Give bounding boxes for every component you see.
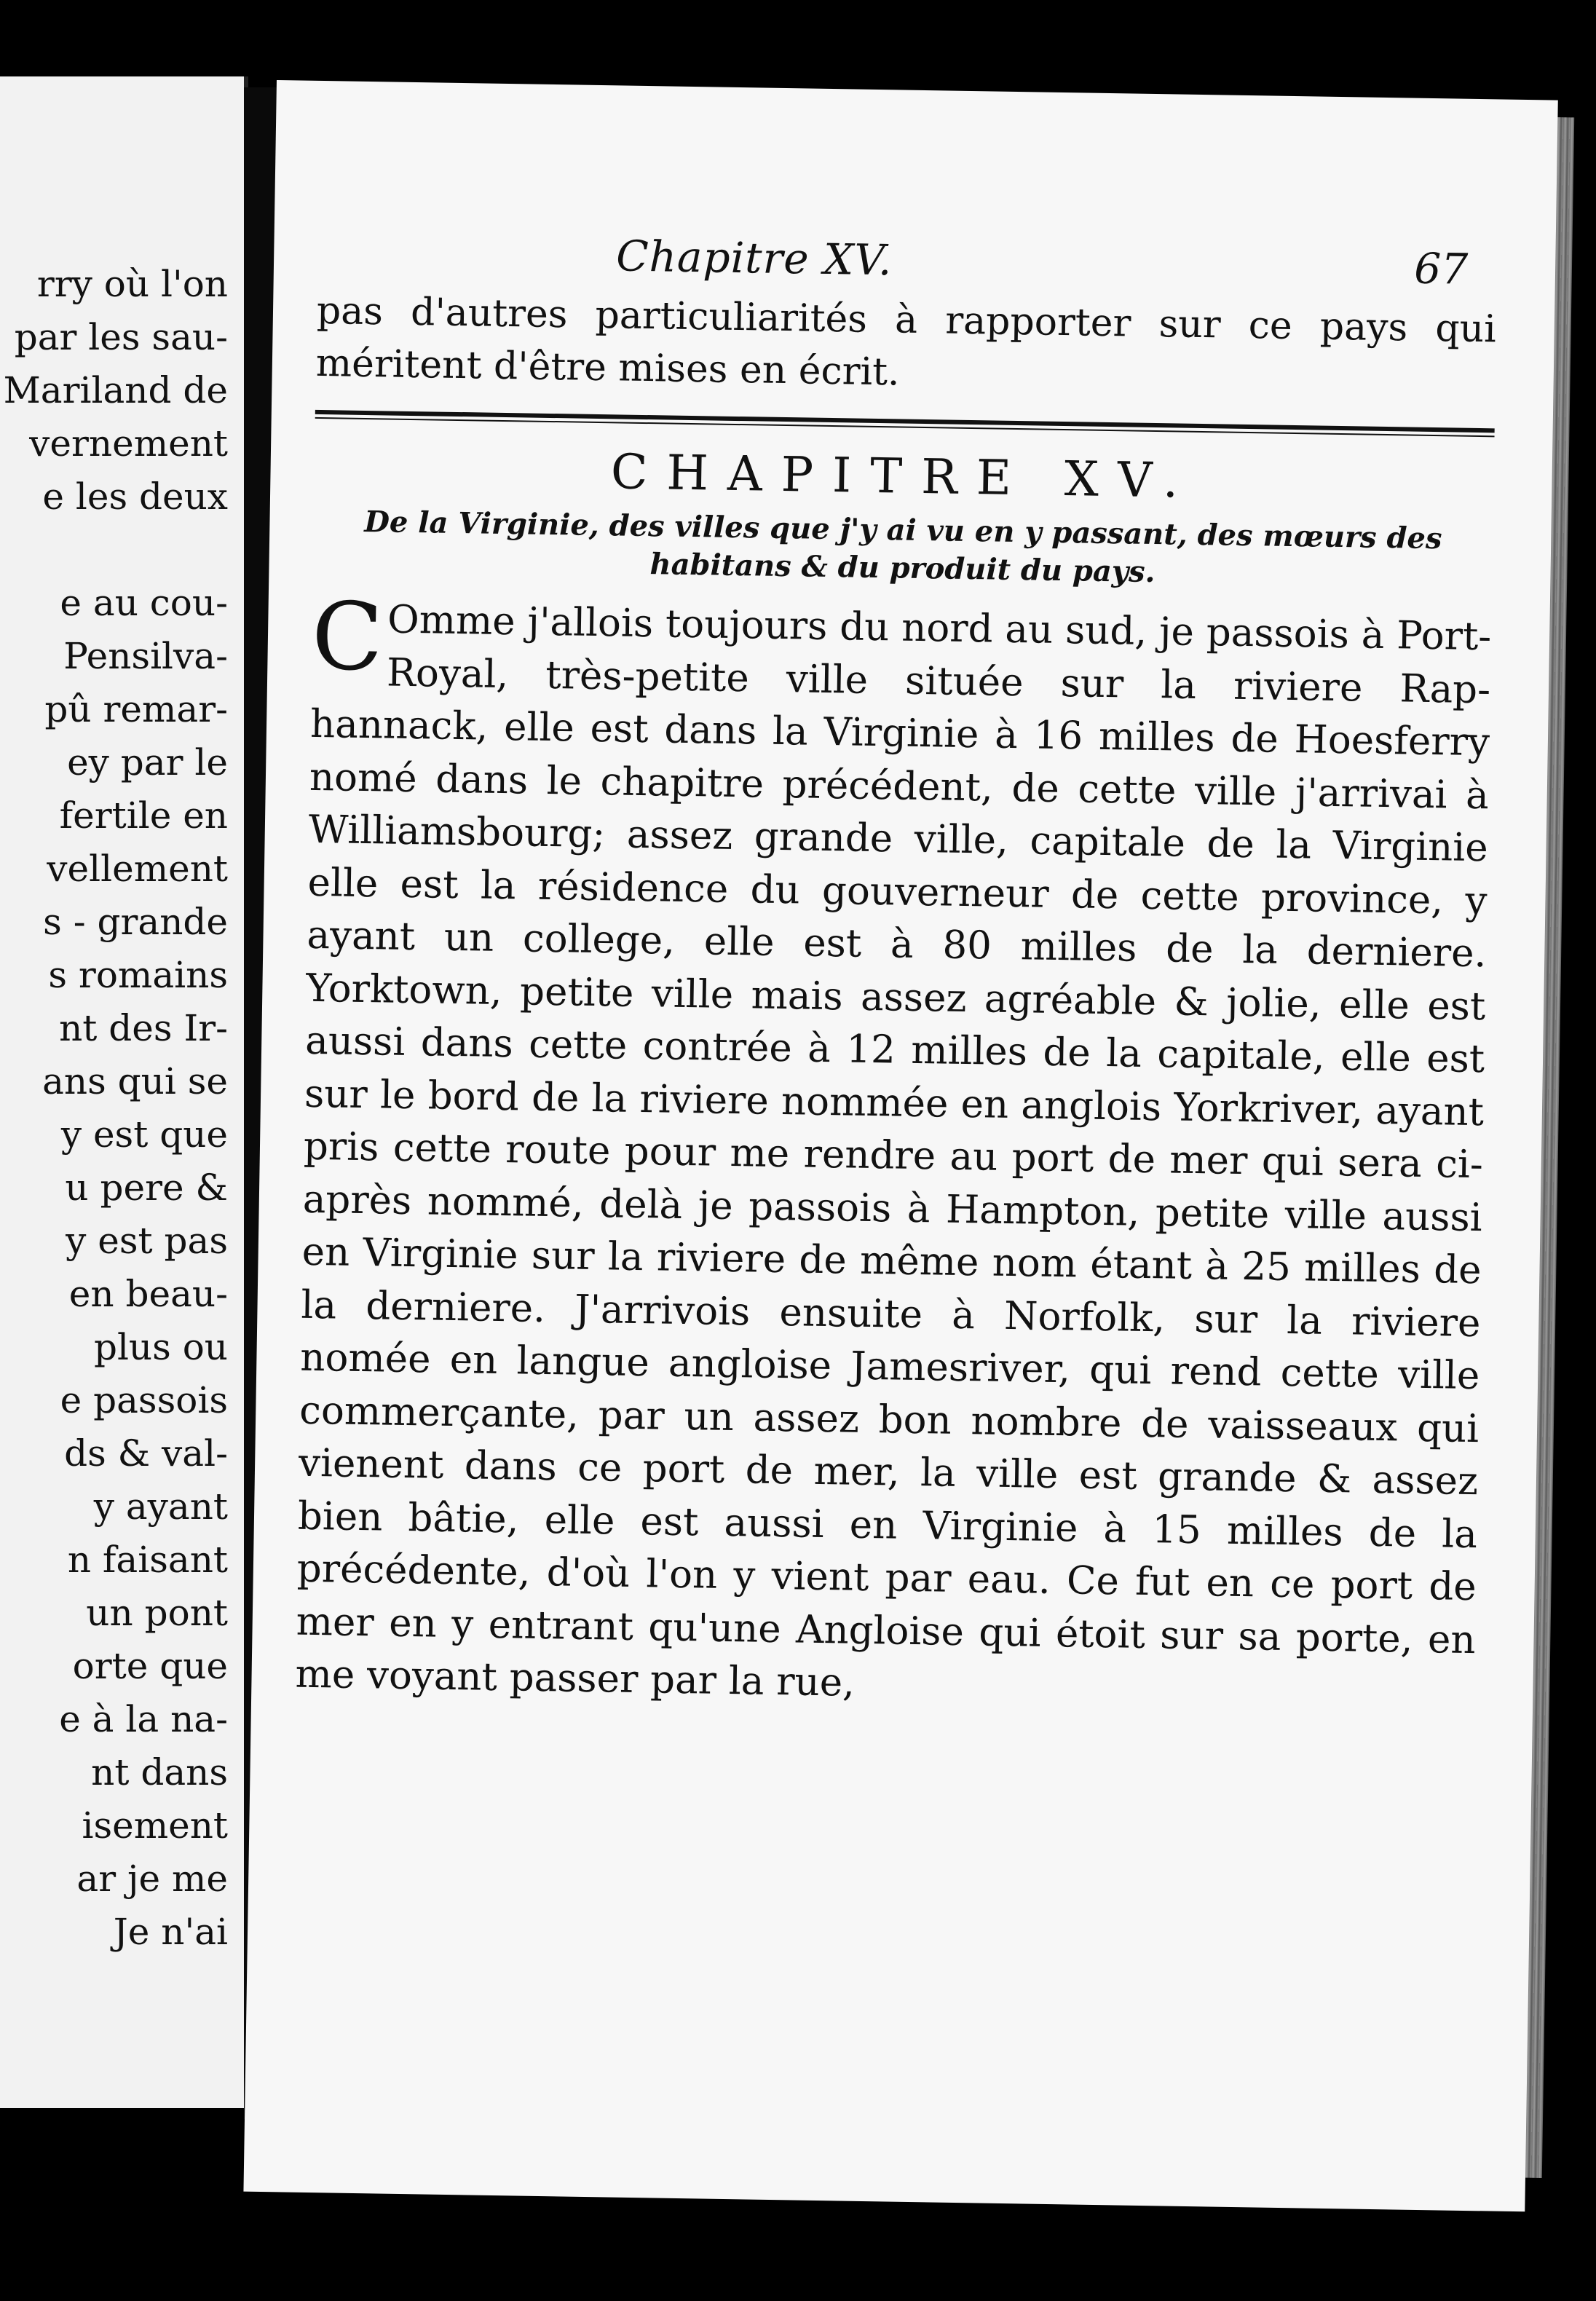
left-page-line: vellement — [47, 848, 228, 890]
chapter-subtitle: De la Virginie, des villes que j'y ai vu en y passant, des mœurs des habitans & du produit du pays. — [363, 504, 1442, 590]
left-page-line: nt dans — [91, 1751, 228, 1793]
chapter-body — [295, 582, 1492, 1720]
left-page — [0, 76, 248, 2108]
left-page-line: en beau- — [68, 1273, 228, 1315]
left-page-line: Pensilva- — [63, 635, 228, 677]
drop-cap: C — [310, 582, 384, 692]
left-page-line: isement — [82, 1804, 228, 1847]
left-page-line: pû remar- — [44, 688, 228, 730]
opening-paragraph: pas d'autres particuliarités à rapporter sur ce pays qui méritent d'être mises en écrit. — [315, 288, 1497, 395]
left-page-line: Je n'ai — [113, 1911, 228, 1953]
left-page-line: e au cou- — [60, 582, 228, 624]
left-page-line: s - grande — [43, 901, 228, 943]
chapter-body-text: Omme j'allois toujours du nord au sud, je passois à Port-Royal, très-petite ville située sur la riviere Rap-hannack, elle est dans la Virginie à 16 milles de Hoesferry nomé dans le chapitre précédent, de cette ville j'arrivai à Williamsbourg; assez grande ville, capitale de la Virginie elle est la résidence du gouverneur de cette province, y ayant un college, elle est à 80 milles de la derniere. Yorktown, petite ville mais assez agréable & jolie, elle est aussi dans cette contrée à 12 milles de la capitale, elle est sur le bord de la riviere nommée en anglois Yorkriver, ayant pris cette route pour me rendre au port de mer qui sera ci-après nommé, delà je passois à Hampton, petite ville aussi en Virginie sur la riviere de même nom étant à 25 milles de la derniere. J'arrivois ensuite à Norfolk, sur la riviere nomée en langue angloise Jamesriver, qui rend cette ville commerçante, par un assez bon nombre de vaisseaux qui vienent dans ce port de mer, la ville est grande & assez bien bâtie, elle est aussi en Virginie à 15 milles de la précédente, d'où l'on y vient par eau. Ce fut en ce port de mer en y entrant qu'une Angloise qui étoit sur sa porte, en me voyant passer par la rue, — [295, 597, 1492, 1705]
left-page-line: Mariland de — [3, 369, 228, 411]
left-page-line: vernement — [29, 422, 228, 465]
left-page-line: y ayant — [93, 1485, 228, 1528]
left-page-line: rry où l'on — [36, 263, 228, 305]
left-page-line: par les sau- — [14, 316, 228, 358]
left-page-line: e à la na- — [59, 1698, 228, 1740]
page-text-block — [295, 226, 1498, 1720]
page-number: 67 — [1413, 243, 1469, 294]
left-page-line: ar je me — [76, 1858, 228, 1900]
left-page-line: ans qui se — [42, 1060, 228, 1102]
left-page-line: e passois — [60, 1379, 228, 1421]
left-page-line: u pere & — [65, 1167, 228, 1209]
left-page-line: y est que — [60, 1113, 228, 1156]
left-page-line: plus ou — [93, 1326, 228, 1368]
left-page-line: e les deux — [42, 475, 228, 518]
left-page-line: ey par le — [67, 741, 228, 784]
left-page-line: un pont — [86, 1592, 228, 1634]
left-page-line: ds & val- — [64, 1432, 228, 1475]
left-page-line: nt des Ir- — [59, 1007, 228, 1049]
left-page-line: fertile en — [59, 794, 228, 837]
right-page — [243, 80, 1557, 2211]
chapter-heading: CHAPITRE XV. — [610, 443, 1198, 509]
left-page-line: n faisant — [67, 1539, 228, 1581]
left-page-line: orte que — [72, 1645, 228, 1687]
left-page-line: y est pas — [66, 1220, 228, 1262]
running-title: Chapitre XV. — [615, 231, 893, 285]
left-page-line: s romains — [48, 954, 228, 996]
